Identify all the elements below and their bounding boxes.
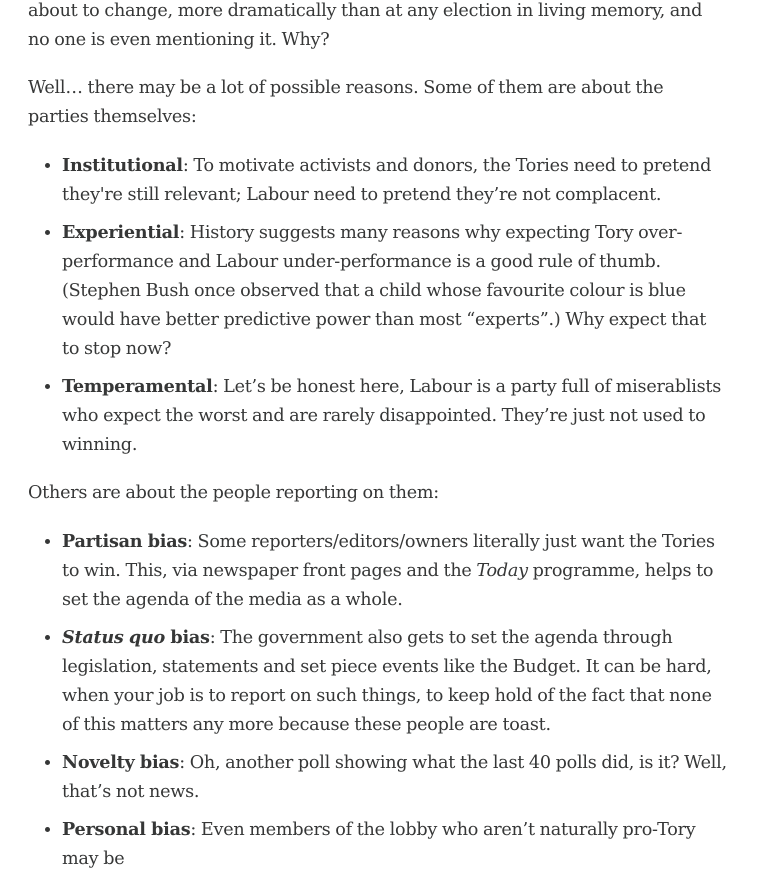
list-item-novelty-bias <box>62 748 728 807</box>
article-body <box>28 0 728 893</box>
list-item-institutional <box>62 151 728 210</box>
desc-novelty-bias: : Oh, another poll showing what the last 40 polls did, is it? Well, that’s not news. <box>62 753 727 802</box>
term-partisan-bias: Partisan bias <box>62 531 187 552</box>
term-status-quo-italic: Status quo <box>62 627 166 648</box>
list-item-status-quo-bias <box>62 623 728 740</box>
term-novelty-bias: Novelty bias <box>62 752 180 773</box>
term-status-quo-rest: bias <box>165 627 210 648</box>
desc-temperamental: : Let’s be honest here, Labour is a party full of miserablists who expect the worst and are rarely disappointed. They’re just not used to winning. <box>62 377 722 455</box>
term-personal-bias: Personal bias <box>62 819 191 840</box>
term-temperamental: Temperamental <box>62 376 213 397</box>
list-item-personal-bias <box>62 815 728 874</box>
term-experiential: Experiential <box>62 222 180 243</box>
desc-partisan-bias-start: : Some reporters/editors/owners literally just want the Tories to win. This, via newspaper front pages and the <box>62 532 715 581</box>
list-item-experiential <box>62 218 728 364</box>
desc-personal-bias: : Even members of the lobby who aren’t naturally pro-Tory may be <box>62 820 696 869</box>
term-status-quo-bias <box>62 627 210 648</box>
reporters-intro-paragraph: Others are about the people reporting on them: <box>28 483 439 503</box>
parties-intro-paragraph: Well… there may be a lot of possible reasons. Some of them are about the parties themselves: <box>28 78 664 127</box>
term-institutional: Institutional <box>62 155 183 176</box>
list-item-partisan-bias <box>62 527 728 615</box>
intro-paragraph: about to change, more dramatically than at any election in living memory, and no one is even mentioning it. Why? <box>28 1 703 50</box>
party-reasons-list <box>28 151 728 460</box>
desc-institutional: : To motivate activists and donors, the Tories need to pretend they're still relevant; Labour need to pretend they’re not complacent. <box>62 156 712 205</box>
reporter-reasons-list <box>28 527 728 874</box>
desc-status-quo-bias: : The government also gets to set the agenda through legislation, statements and set piece events like the Budget. It can be hard, when your job is to report on such things, to keep hold of the fact that none of this matters any more because these people are toast. <box>62 628 712 735</box>
desc-partisan-bias-end: programme, helps to set the agenda of the media as a whole. <box>62 561 714 610</box>
list-item-temperamental <box>62 372 728 460</box>
today-programme-italic: Today <box>476 561 528 581</box>
desc-experiential: : History suggests many reasons why expecting Tory over-performance and Labour under-performance is a good rule of thumb. (Stephen Bush once observed that a child whose favourite colour is blue would have better predictive power than most “experts”.) Why expect that to stop now? <box>62 223 707 359</box>
